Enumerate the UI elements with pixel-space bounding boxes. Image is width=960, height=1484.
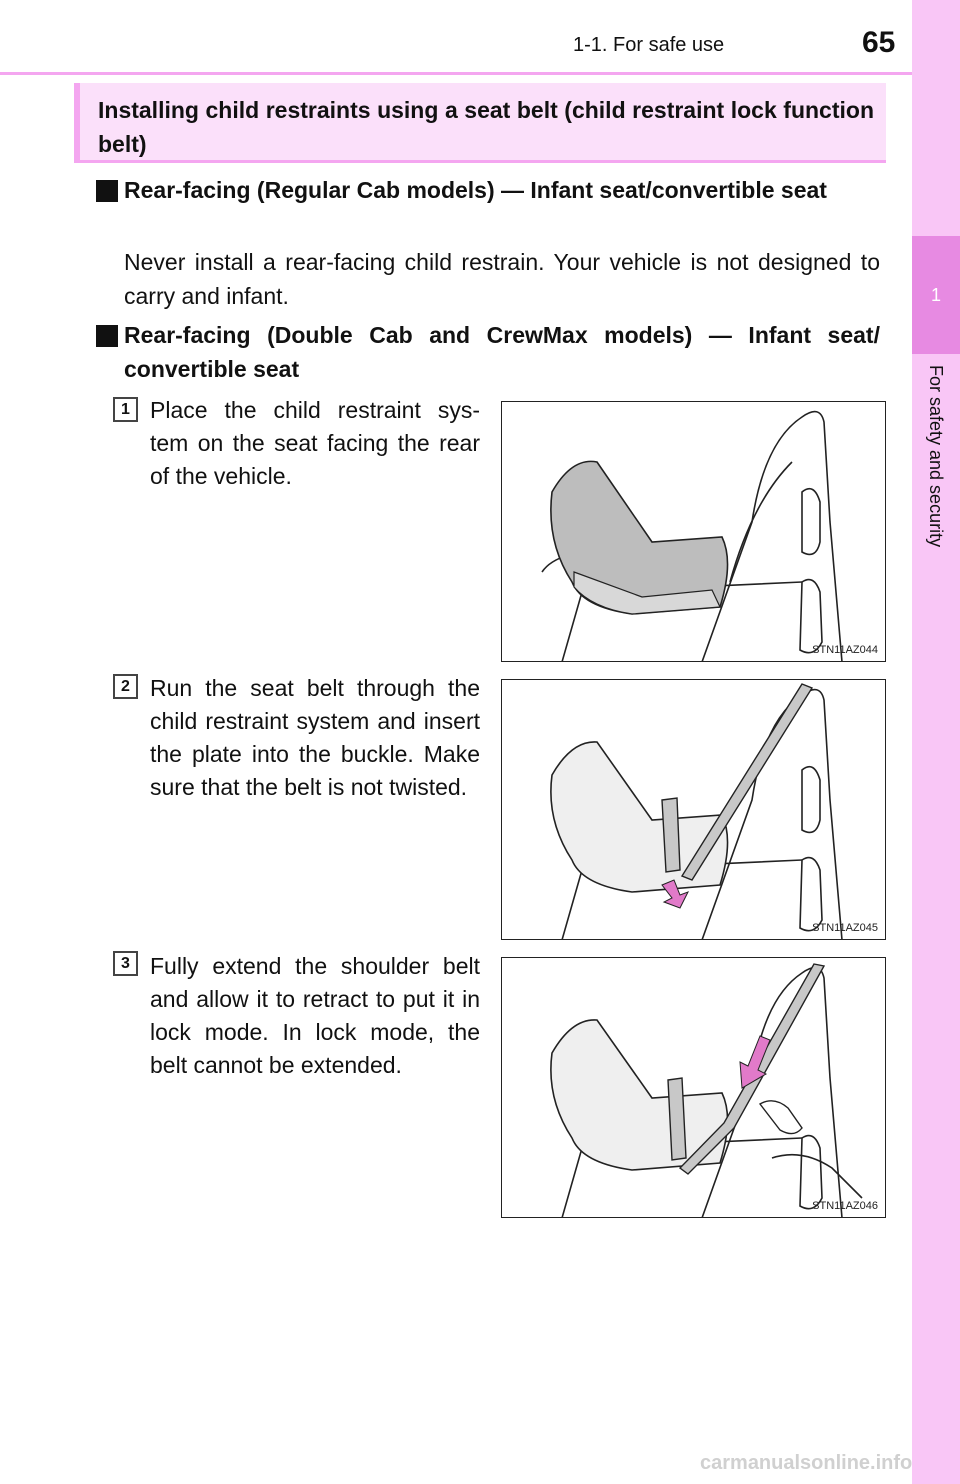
- header-divider: [0, 72, 912, 75]
- square-bullet-icon: [96, 325, 118, 347]
- step-text: Run the seat belt through the child restraint system and insert the plate into the buckle. Make sure that the belt is not twisted.: [150, 675, 480, 800]
- section-heading: Rear-facing (Regular Cab models) — Infant seat/convertible seat: [124, 177, 827, 203]
- step-text: Place the child restraint sys- tem on the seat facing the rear of the vehicle.: [150, 397, 480, 489]
- step-number-badge: 2: [113, 674, 138, 699]
- topic-banner-title: Installing child restraints using a seat belt (child restraint lock function belt): [98, 97, 874, 157]
- page-number: 65: [862, 26, 896, 59]
- header-section-title: 1-1. For safe use: [573, 34, 725, 56]
- square-bullet-icon: [96, 180, 118, 202]
- figure-code: STN11AZ044: [812, 644, 878, 656]
- step-illustration: [501, 401, 886, 662]
- section-body: Never install a rear-facing child restrain. Your vehicle is not designed to carry and infant.: [124, 249, 880, 309]
- topic-banner: [74, 83, 886, 163]
- watermark: carmanualsonline.info: [700, 1452, 913, 1474]
- figure-code: STN11AZ045: [812, 922, 878, 934]
- step-illustration: [501, 957, 886, 1218]
- section-heading: Rear-facing (Double Cab and CrewMax models) — Infant seat/ convertible seat: [124, 322, 880, 382]
- seat-belt-illustration-icon: [502, 680, 886, 940]
- figure-code: STN11AZ046: [812, 1200, 878, 1212]
- shoulder-belt-illustration-icon: [502, 958, 886, 1218]
- chapter-number-tab: 1: [912, 236, 960, 354]
- step-number-badge: 1: [113, 397, 138, 422]
- step-illustration: [501, 679, 886, 940]
- chapter-side-tab: [912, 0, 960, 1484]
- step-text: Fully extend the shoulder belt and allow it to retract to put it in lock mode. In lock mode, the belt cannot be extended.: [150, 953, 480, 1078]
- seat-illustration-icon: [502, 402, 886, 662]
- chapter-title-tab: For safety and security: [926, 365, 946, 548]
- step-number-badge: 3: [113, 951, 138, 976]
